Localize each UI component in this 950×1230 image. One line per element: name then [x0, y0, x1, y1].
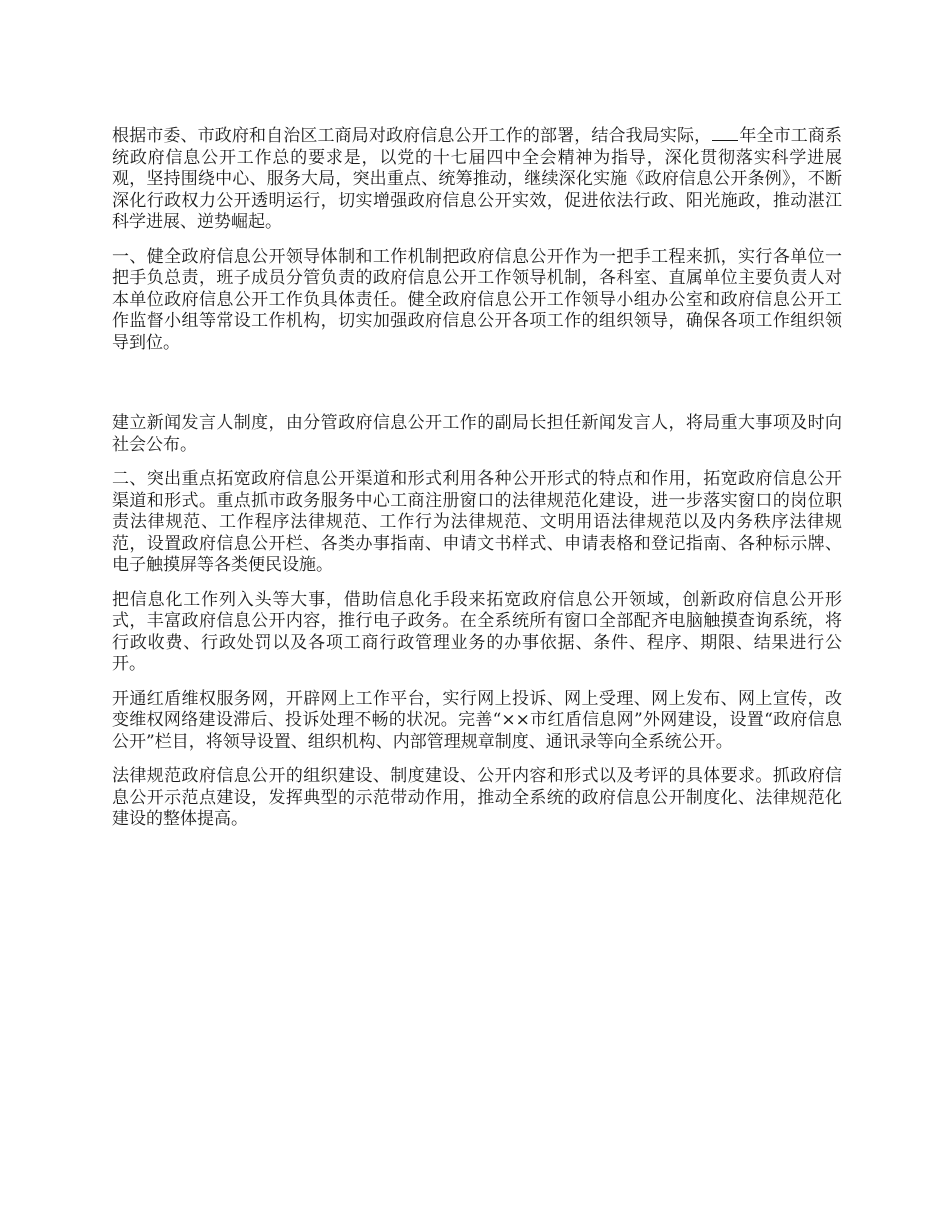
spokesperson-paragraph: 建立新闻发言人制度，由分管政府信息公开工作的副局长担任新闻发言人，将局重大事项及时向社会公布。: [112, 413, 842, 455]
section1-paragraph: 一、健全政府信息公开领导体制和工作机制把政府信息公开作为一把手工程来抓，实行各单位一把手负总责，班子成员分管负责的政府信息公开工作领导机制，各科室、直属单位主要负责人对本单位政府信息公开工作负具体责任。健全政府信息公开工作领导小组办公室和政府信息公开工作监督小组等常设工作机构，切实加强政府信息公开各项工作的组织领导，确保各项工作组织领导到位。: [112, 246, 842, 353]
paragraph-gap: [112, 367, 842, 413]
red-shield-paragraph: 开通红盾维权服务网，开辟网上工作平台，实行网上投诉、网上受理、网上发布、网上宣传，改变维权网络建设滞后、投诉处理不畅的状况。完善“××市红盾信息网”外网建设，设置“政府信息公开”栏目，将领导设置、组织机构、内部管理规章制度、通讯录等向全系统公开。: [112, 688, 842, 752]
intro-paragraph: [112, 126, 842, 234]
intro-text-start: 根据市委、市政府和自治区工商局对政府信息公开工作的部署，结合我局实际，: [112, 126, 712, 146]
intro-text-end: 年全市工商系统政府信息公开工作总的要求是，以党的十七届四中全会精神为指导，深化贯彻落实科学进展观，坚持围绕中心、服务大局，突出重点、统筹推动，继续深化实施《政府信息公开条例》，不断深化行政权力公开透明运行，切实增强政府信息公开实效，促进依法行政、阳光施政，推动湛江科学进展、逆势崛起。: [112, 126, 843, 232]
year-blank: [712, 126, 738, 141]
section2-paragraph: 二、突出重点拓宽政府信息公开渠道和形式利用各种公开形式的特点和作用，拓宽政府信息公开渠道和形式。重点抓市政务服务中心工商注册窗口的法律规范化建设，进一步落实窗口的岗位职责法律规范、工作程序法律规范、工作行为法律规范、文明用语法律规范以及内务秩序法律规范，设置政府信息公开栏、各类办事指南、申请文书样式、申请表格和登记指南、各种标示牌、电子触摸屏等各类便民设施。: [112, 469, 842, 575]
informatization-paragraph: 把信息化工作列入头等大事，借助信息化手段来拓宽政府信息公开领域，创新政府信息公开形式，丰富政府信息公开内容，推行电子政务。在全系统所有窗口全部配齐电脑触摸查询系统，将行政收费、行政处罚以及各项工商行政管理业务的办事依据、条件、程序、期限、结果进行公开。: [112, 589, 842, 674]
document-body: [112, 126, 842, 844]
standards-paragraph: 法律规范政府信息公开的组织建设、制度建设、公开内容和形式以及考评的具体要求。抓政府信息公开示范点建设，发挥典型的示范带动作用，推动全系统的政府信息公开制度化、法律规范化建设的整体提高。: [112, 766, 842, 829]
